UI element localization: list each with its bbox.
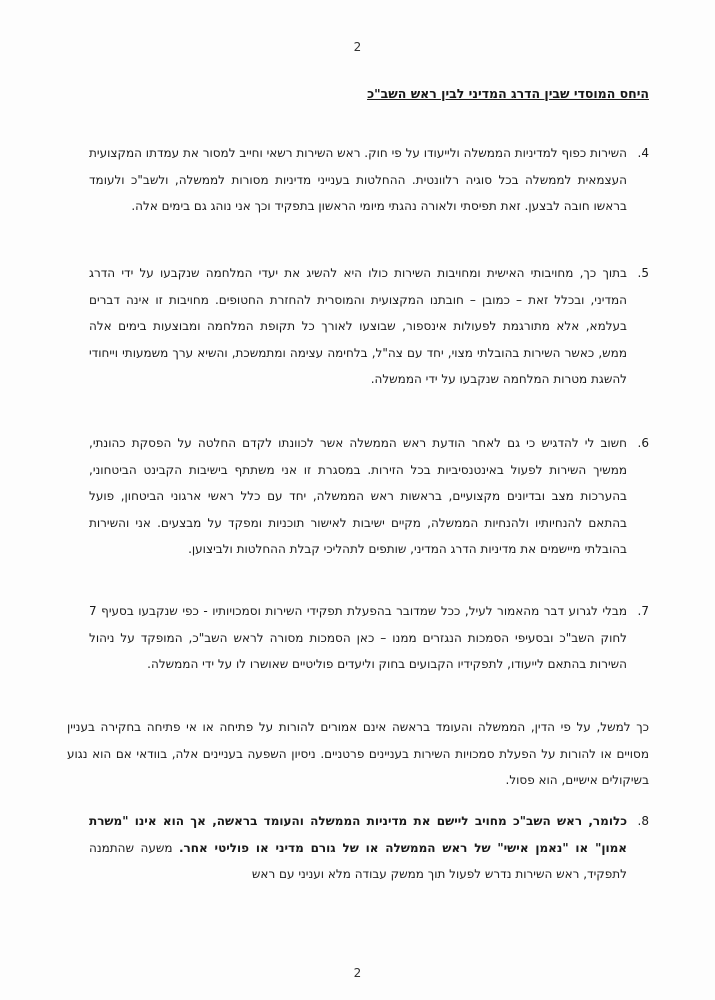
paragraph-text: חשוב לי להדגיש כי גם לאחר הודעת ראש הממשלה אשר לכוונתו לקדם החלטה על הפסקת כהונתי, ממשיך השירות לפעול באינטנסיביות בכל הזירות. במסגרת זו אני משתתף בישיבות הקבינט הביטחוני, בהערכות מצב ובדיונים מקצועיים, בראשות ראש הממשלה, יחד עם כלל ראשי ארגוני הביטחון, פועל בהתאם להנחיותיו ולהנחיות הממשלה, מקיים ישיבות לאישור תוכניות ומפקד על מבצעים. אני והשירות בהובלתי מיישמים את מדיניות הדרג המדיני, שותפים לתהליכי קבלת ההחלטות ולביצוען. [89, 436, 627, 556]
paragraph-number: 8. [637, 814, 649, 828]
paragraph-4 [89, 140, 649, 220]
paragraph-text: מבלי לגרוע דבר מהאמור לעיל, ככל שמדובר בהפעלת תפקידי השירות וסמכויותיו - כפי שנקבעו בסעיף 7 לחוק השב"כ ובסעיפי הסמכות הנגזרים ממנו – כאן הסמכות מסורה לראש השב"כ, המופקד על ניהול השירות בהתאם לייעודו, לתפקידיו הקבועים בחוק וליעדים פוליטיים שאושרו לו על ידי הממשלה. [89, 604, 627, 671]
paragraph-text [89, 808, 627, 888]
paragraph-number: 7. [637, 604, 649, 618]
paragraph-bold-text: כלומר, ראש השב"כ מחויב ליישם את מדיניות הממשלה והעומד בראשה, אך הוא אינו "משרת אמון" או "נאמן אישי" של ראש הממשלה או של גורם מדיני או פוליטי אחר. [89, 814, 627, 855]
paragraph-text: בתוך כך, מחויבותי האישית ומחויבות השירות כולו היא להשיג את יעדי המלחמה שנקבעו על ידי הדרג המדיני, ובכלל זאת – כמובן – חובתנו המקצועית והמוסרית להחזרת החטופים. מחויבות זו אינה דברים בעלמא, אלא מתורגמת לפעולות אינספור, שבוצעו לאורך כל תקופת המלחמה ומבוצעות בימים אלה ממש, כאשר השירות בהובלתי מצוי, יחד עם צה"ל, בלחימה עצימה ומתמשכת, והשיא ערך משמעותי וייחודי להשגת מטרות המלחמה שנקבעו על ידי הממשלה. [89, 266, 627, 386]
paragraph-7-continuation: כך למשל, על פי הדין, הממשלה והעומד בראשה אינם אמורים להורות על פתיחה או אי פתיחה בחקירה בעניין מסויים או להורות על הפעלת סמכויות השירות בעניינים פרטניים. ניסיון השפעה בעניינים אלה, בוודאי אם הוא נגוע בשיקולים אישיים, הוא פסול. [67, 720, 649, 787]
page-number-bottom: 2 [353, 966, 362, 980]
paragraph-number: 6. [637, 436, 649, 450]
paragraph-5 [89, 260, 649, 393]
paragraph-7 [89, 598, 649, 678]
section-title: היחס המוסדי שבין הדרג המדיני לבין ראש השב"כ [367, 86, 649, 101]
paragraph-8 [89, 808, 649, 888]
paragraph-text: השירות כפוף למדיניות הממשלה ולייעודו על פי חוק. ראש השירות רשאי וחייב למסור את עמדתו המקצועית העצמאית לממשלה בכל סוגיה רלוונטית. ההחלטות בענייני מדיניות מסורות לממשלה, ולשב"כ ולעומד בראשו חובה לבצען. זאת תפיסתי ולאורה נהגתי מיומי הראשון בתפקיד וכך אני נוהג גם בימים אלה. [89, 146, 627, 213]
paragraph-6 [89, 430, 649, 563]
paragraph-number: 4. [637, 146, 649, 160]
paragraph-regular-text: משעה שהתמנה לתפקיד, ראש השירות נדרש לפעול תוך ממשק עבודה מלא ועניני עם ראש [89, 840, 627, 881]
page-number-top: 2 [353, 40, 362, 54]
paragraph-number: 5. [637, 266, 649, 280]
